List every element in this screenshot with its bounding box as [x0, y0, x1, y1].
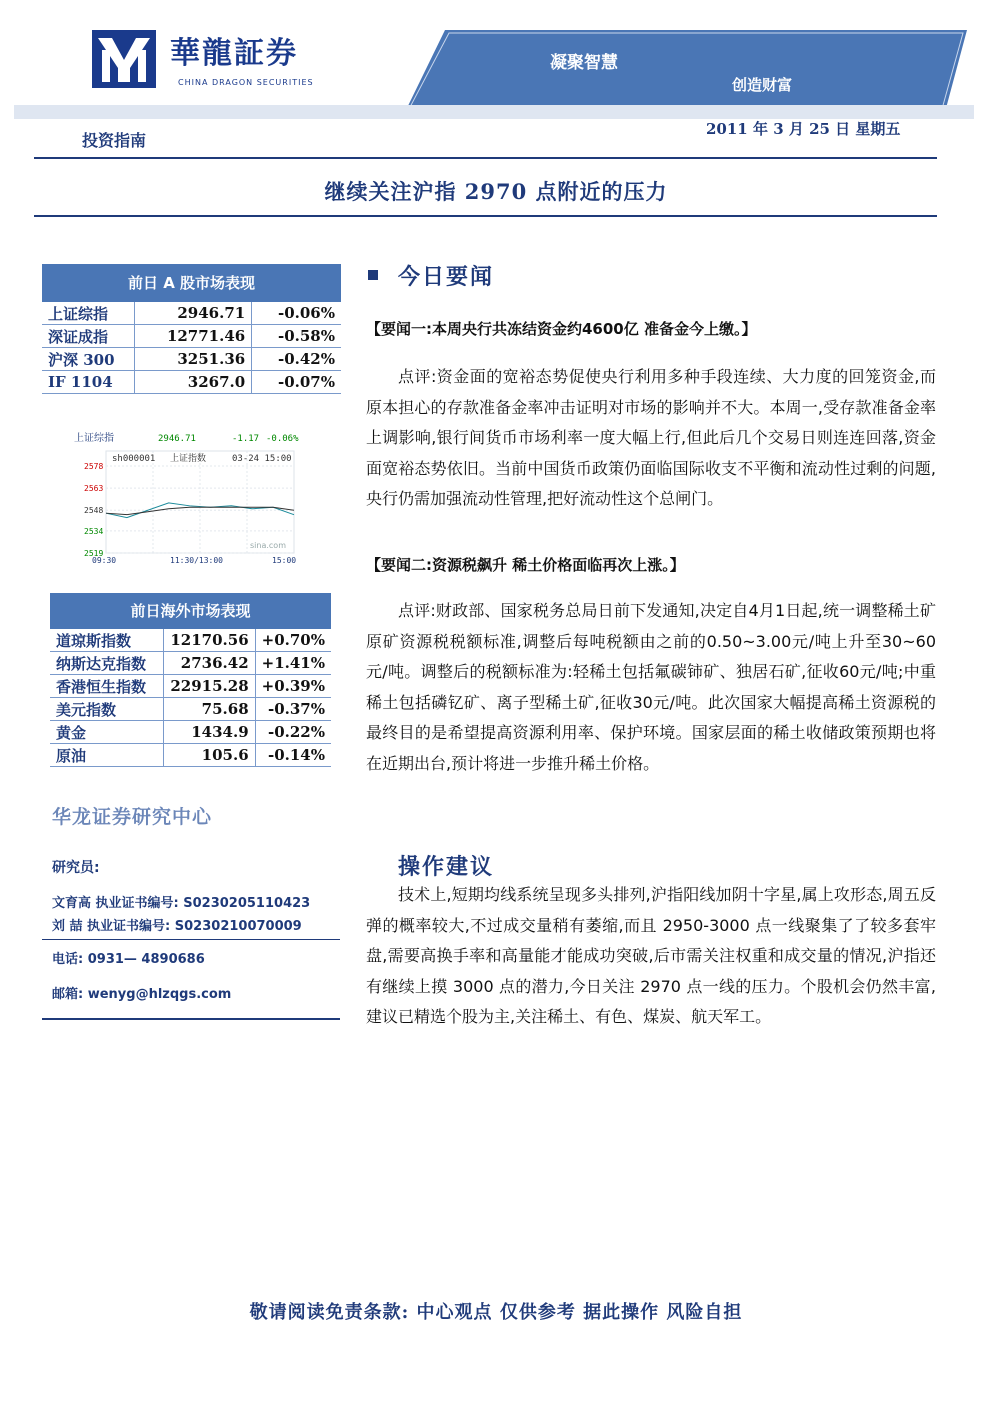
- divider-title: [34, 215, 937, 217]
- researcher-2: 刘 喆 执业证书编号: S0230210070009: [52, 919, 302, 934]
- market-change: -0.37%: [255, 698, 331, 721]
- index-change: -0.07%: [252, 371, 341, 394]
- report-date: 2011 年 3 月 25 日 星期五: [706, 120, 901, 138]
- index-name: 深证成指: [42, 325, 135, 348]
- table-row: [50, 744, 331, 767]
- disclaimer-footer: 敬请阅读免责条款: 中心观点 仅供参考 据此操作 风险自担: [249, 1302, 743, 1323]
- advice-body: 技术上,短期均线系统呈现多头排列,沪指阳线加阴十字星,属上攻形态,周五反弹的概率较大,不过成交量稍有萎缩,而且 2950-3000 点一线聚集了了较多套牢盘,需要高换手率和高量能才能成功突破,后市需关注权重和成交量的情况,沪指还有继续上摸 3000 点的潜力,今日关注 2970 点一线的压力。个股机会仍然丰富,建议已精选个股为主,关注稀土、有色、煤炭、航天军工。: [366, 885, 936, 1026]
- index-value: 3267.0: [135, 371, 252, 394]
- index-name: 上证综指: [42, 302, 135, 325]
- contact-phone: 电话: 0931— 4890686: [52, 952, 205, 967]
- market-value: 75.68: [164, 698, 255, 721]
- table-row: [50, 721, 331, 744]
- divider-contact: [42, 1018, 340, 1020]
- news-2-headline: 【要闻二:资源税飙升 稀土价格面临再次上涨。】: [366, 556, 685, 574]
- overseas-table-title: 前日海外市场表现: [50, 593, 331, 629]
- index-value: 12771.46: [135, 325, 252, 348]
- market-change: +0.70%: [255, 629, 331, 652]
- market-name: 黄金: [50, 721, 164, 744]
- chart-top-value: 2946.71: [158, 434, 196, 444]
- slogan-2: 创造财富: [732, 76, 793, 94]
- y-tick-label: 2534: [84, 526, 104, 536]
- market-name: 纳斯达克指数: [50, 652, 164, 675]
- y-tick-label: 2519: [84, 549, 104, 558]
- header-band: [14, 105, 974, 119]
- brand-name: 華龍証券: [170, 36, 298, 71]
- contact-email: 邮箱: wenyg@hlzqgs.com: [52, 987, 232, 1002]
- market-value: 22915.28: [164, 675, 255, 698]
- chart-name: 上证指数: [170, 454, 207, 464]
- market-change: -0.14%: [255, 744, 331, 767]
- a-share-rows: [42, 302, 341, 394]
- chart-watermark: sina.com: [250, 541, 286, 550]
- x-tick-label: 09:30: [92, 556, 117, 565]
- research-center-name: 华龙证券研究中心: [52, 806, 213, 828]
- market-value: 105.6: [164, 744, 255, 767]
- index-change: -0.06%: [252, 302, 341, 325]
- intraday-chart-svg: [52, 426, 306, 566]
- researcher-1: 文育高 执业证书编号: S0230205110423: [52, 896, 311, 911]
- slogan-banner: [405, 30, 967, 112]
- chart-top-pct: -0.06%: [266, 434, 299, 444]
- y-tick-label: 2563: [84, 484, 104, 494]
- overseas-rows: [50, 629, 331, 767]
- chart-code: sh000001: [112, 454, 156, 464]
- news-1-body: 点评:资金面的宽裕态势促使央行利用多种手段连续、大力度的回笼资金,而原本担心的存款准备金率冲击证明对市场的影响并不大。本周一,受存款准备金率上调影响,银行间货币市场利率一度大幅上行,但此后几个交易日则连连回落,资金面宽裕态势依旧。当前中国货币政策仍面临国际收支不平衡和流动性过剩的问题,央行仍需加强流动性管理,把好流动性这个总闸门。: [366, 367, 936, 508]
- market-name: 香港恒生指数: [50, 675, 164, 698]
- table-row: [42, 348, 341, 371]
- market-name: 道琼斯指数: [50, 629, 164, 652]
- index-name: IF 1104: [42, 371, 135, 394]
- x-tick-label: 15:00: [272, 556, 297, 565]
- overseas-table: [50, 593, 331, 767]
- market-change: +0.39%: [255, 675, 331, 698]
- news-1-headline: 【要闻一:本周央行共冻结资金约4600亿 准备金今上缴。】: [366, 320, 757, 338]
- page-title: 继续关注沪指 2970 点附近的压力: [324, 179, 668, 204]
- index-value: 3251.36: [135, 348, 252, 371]
- index-change: -0.58%: [252, 325, 341, 348]
- market-value: 2736.42: [164, 652, 255, 675]
- index-value: 2946.71: [135, 302, 252, 325]
- y-tick-label: 2548: [84, 506, 104, 516]
- market-name: 美元指数: [50, 698, 164, 721]
- news-2-body: 点评:财政部、国家税务总局日前下发通知,决定自4月1日起,统一调整稀土矿原矿资源税税额标准,调整后每吨税额由之前的0.50~3.00元/吨上升至30~60元/吨。调整后的税额标准为:轻稀土包括氟碳铈矿、独居石矿,征收60元/吨;中重稀土包括磷钇矿、离子型稀土矿,征收30元/吨。此次国家大幅提高稀土资源税的最终目的是希望提高资源利用率、保护环境。国家层面的稀土收储政策预期也将在近期出台,预计将进一步推升稀土价格。: [366, 601, 936, 773]
- table-row: [50, 698, 331, 721]
- company-logo: [92, 30, 156, 88]
- report-section-label: 投资指南: [82, 131, 147, 150]
- market-value: 1434.9: [164, 721, 255, 744]
- section-bullet: [368, 270, 378, 280]
- table-row: [50, 652, 331, 675]
- market-name: 原油: [50, 744, 164, 767]
- market-value: 12170.56: [164, 629, 255, 652]
- divider-top: [34, 157, 937, 159]
- news-section-title: 今日要闻: [398, 264, 495, 290]
- table-row: [42, 302, 341, 325]
- market-change: +1.41%: [255, 652, 331, 675]
- chart-time: 03-24 15:00: [232, 454, 292, 464]
- market-change: -0.22%: [255, 721, 331, 744]
- a-share-table: [42, 264, 341, 394]
- divider-researchers: [42, 939, 340, 940]
- table-row: [50, 675, 331, 698]
- a-share-table-title: 前日 A 股市场表现: [42, 264, 341, 302]
- advice-section-title: 操作建议: [398, 854, 495, 880]
- table-row: [42, 325, 341, 348]
- x-tick-label: 11:30/13:00: [170, 556, 223, 565]
- slogan-1: 凝聚智慧: [550, 53, 618, 73]
- researcher-label: 研究员:: [52, 860, 100, 876]
- intraday-chart: [52, 426, 306, 566]
- chart-top-change: -1.17: [232, 434, 260, 444]
- y-tick-label: 2578: [84, 462, 104, 471]
- brand-english: CHINA DRAGON SECURITIES: [178, 78, 314, 87]
- index-name: 沪深 300: [42, 348, 135, 371]
- chart-top-name: 上证综指: [74, 433, 114, 444]
- table-row: [42, 371, 341, 394]
- index-change: -0.42%: [252, 348, 341, 371]
- table-row: [50, 629, 331, 652]
